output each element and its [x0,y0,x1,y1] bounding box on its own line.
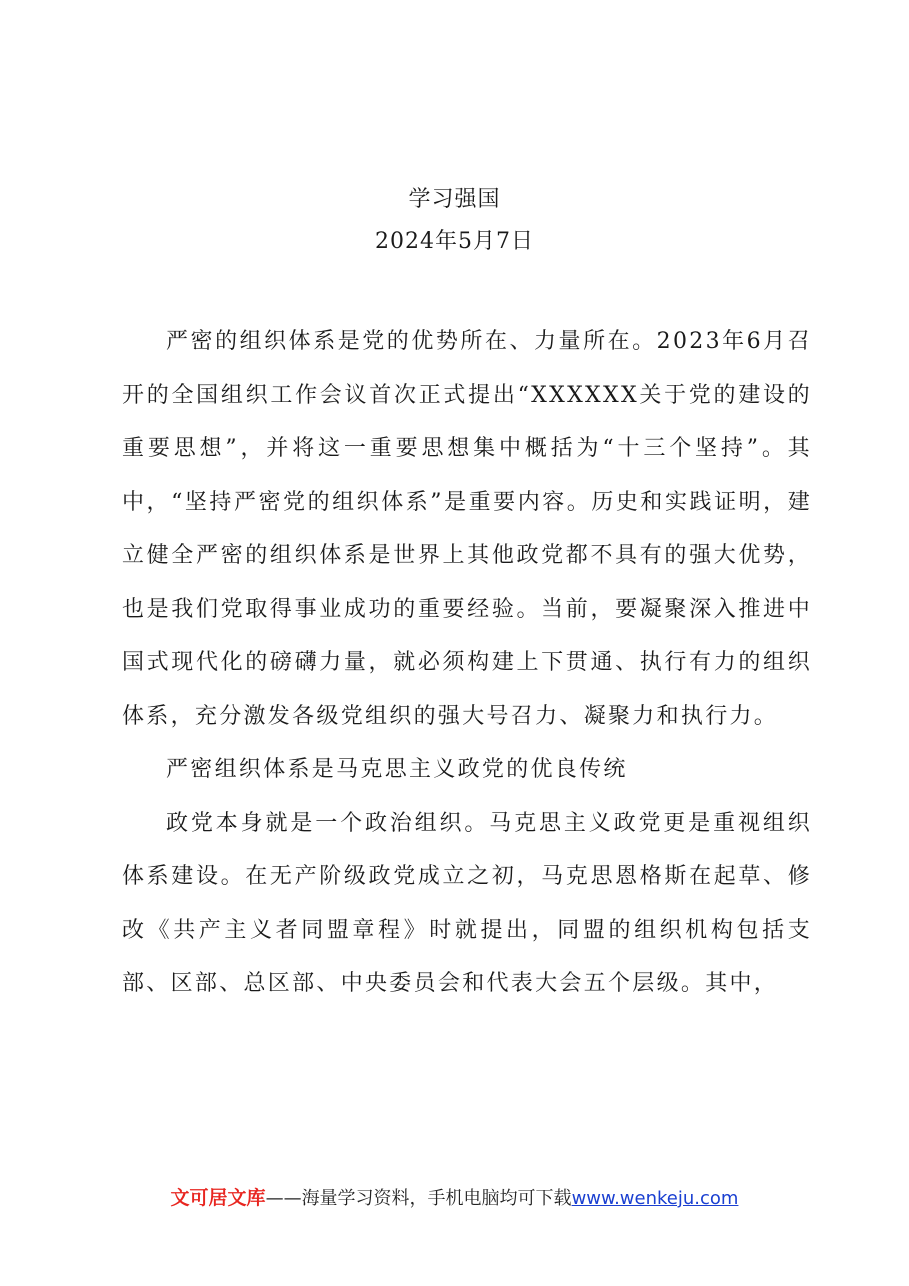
paragraph: 严密的组织体系是党的优势所在、力量所在。2023年6月召开的全国组织工作会议首次正式提出“XXXXXX关于党的建设的重要思想”，并将这一重要思想集中概括为“十三个坚持”。其中，“坚持严密党的组织体系”是重要内容。历史和实践证明，建立健全严密的组织体系是世界上其他政党都不具有的强大优势，也是我们党取得事业成功的重要经验。当前，要凝聚深入推进中国式现代化的磅礴力量，就必须构建上下贯通、执行有力的组织体系，充分激发各级党组织的强大号召力、凝聚力和执行力。 [122,329,812,729]
section-heading: 严密组织体系是马克思主义政党的优良传统 [166,757,628,782]
document-date: 2024年5月7日 [375,229,534,254]
footer-brand: 文可居文库 [170,1187,266,1209]
document-body [122,315,812,1011]
footer-tagline: ——海量学习资料，手机电脑均可下载 [265,1188,572,1209]
footer-website-link[interactable]: www.wenkeju.com [571,1188,739,1209]
document-source: 学习强国 [408,187,501,212]
footer-banner [0,1183,909,1210]
paragraph: 政党本身就是一个政治组织。马克思主义政党更是重视组织体系建设。在无产阶级政党成立之初，马克思恩格斯在起草、修改《共产主义者同盟章程》时就提出，同盟的组织机构包括支部、区部、总区部、中央委员会和代表大会五个层级。其中， [122,810,812,996]
